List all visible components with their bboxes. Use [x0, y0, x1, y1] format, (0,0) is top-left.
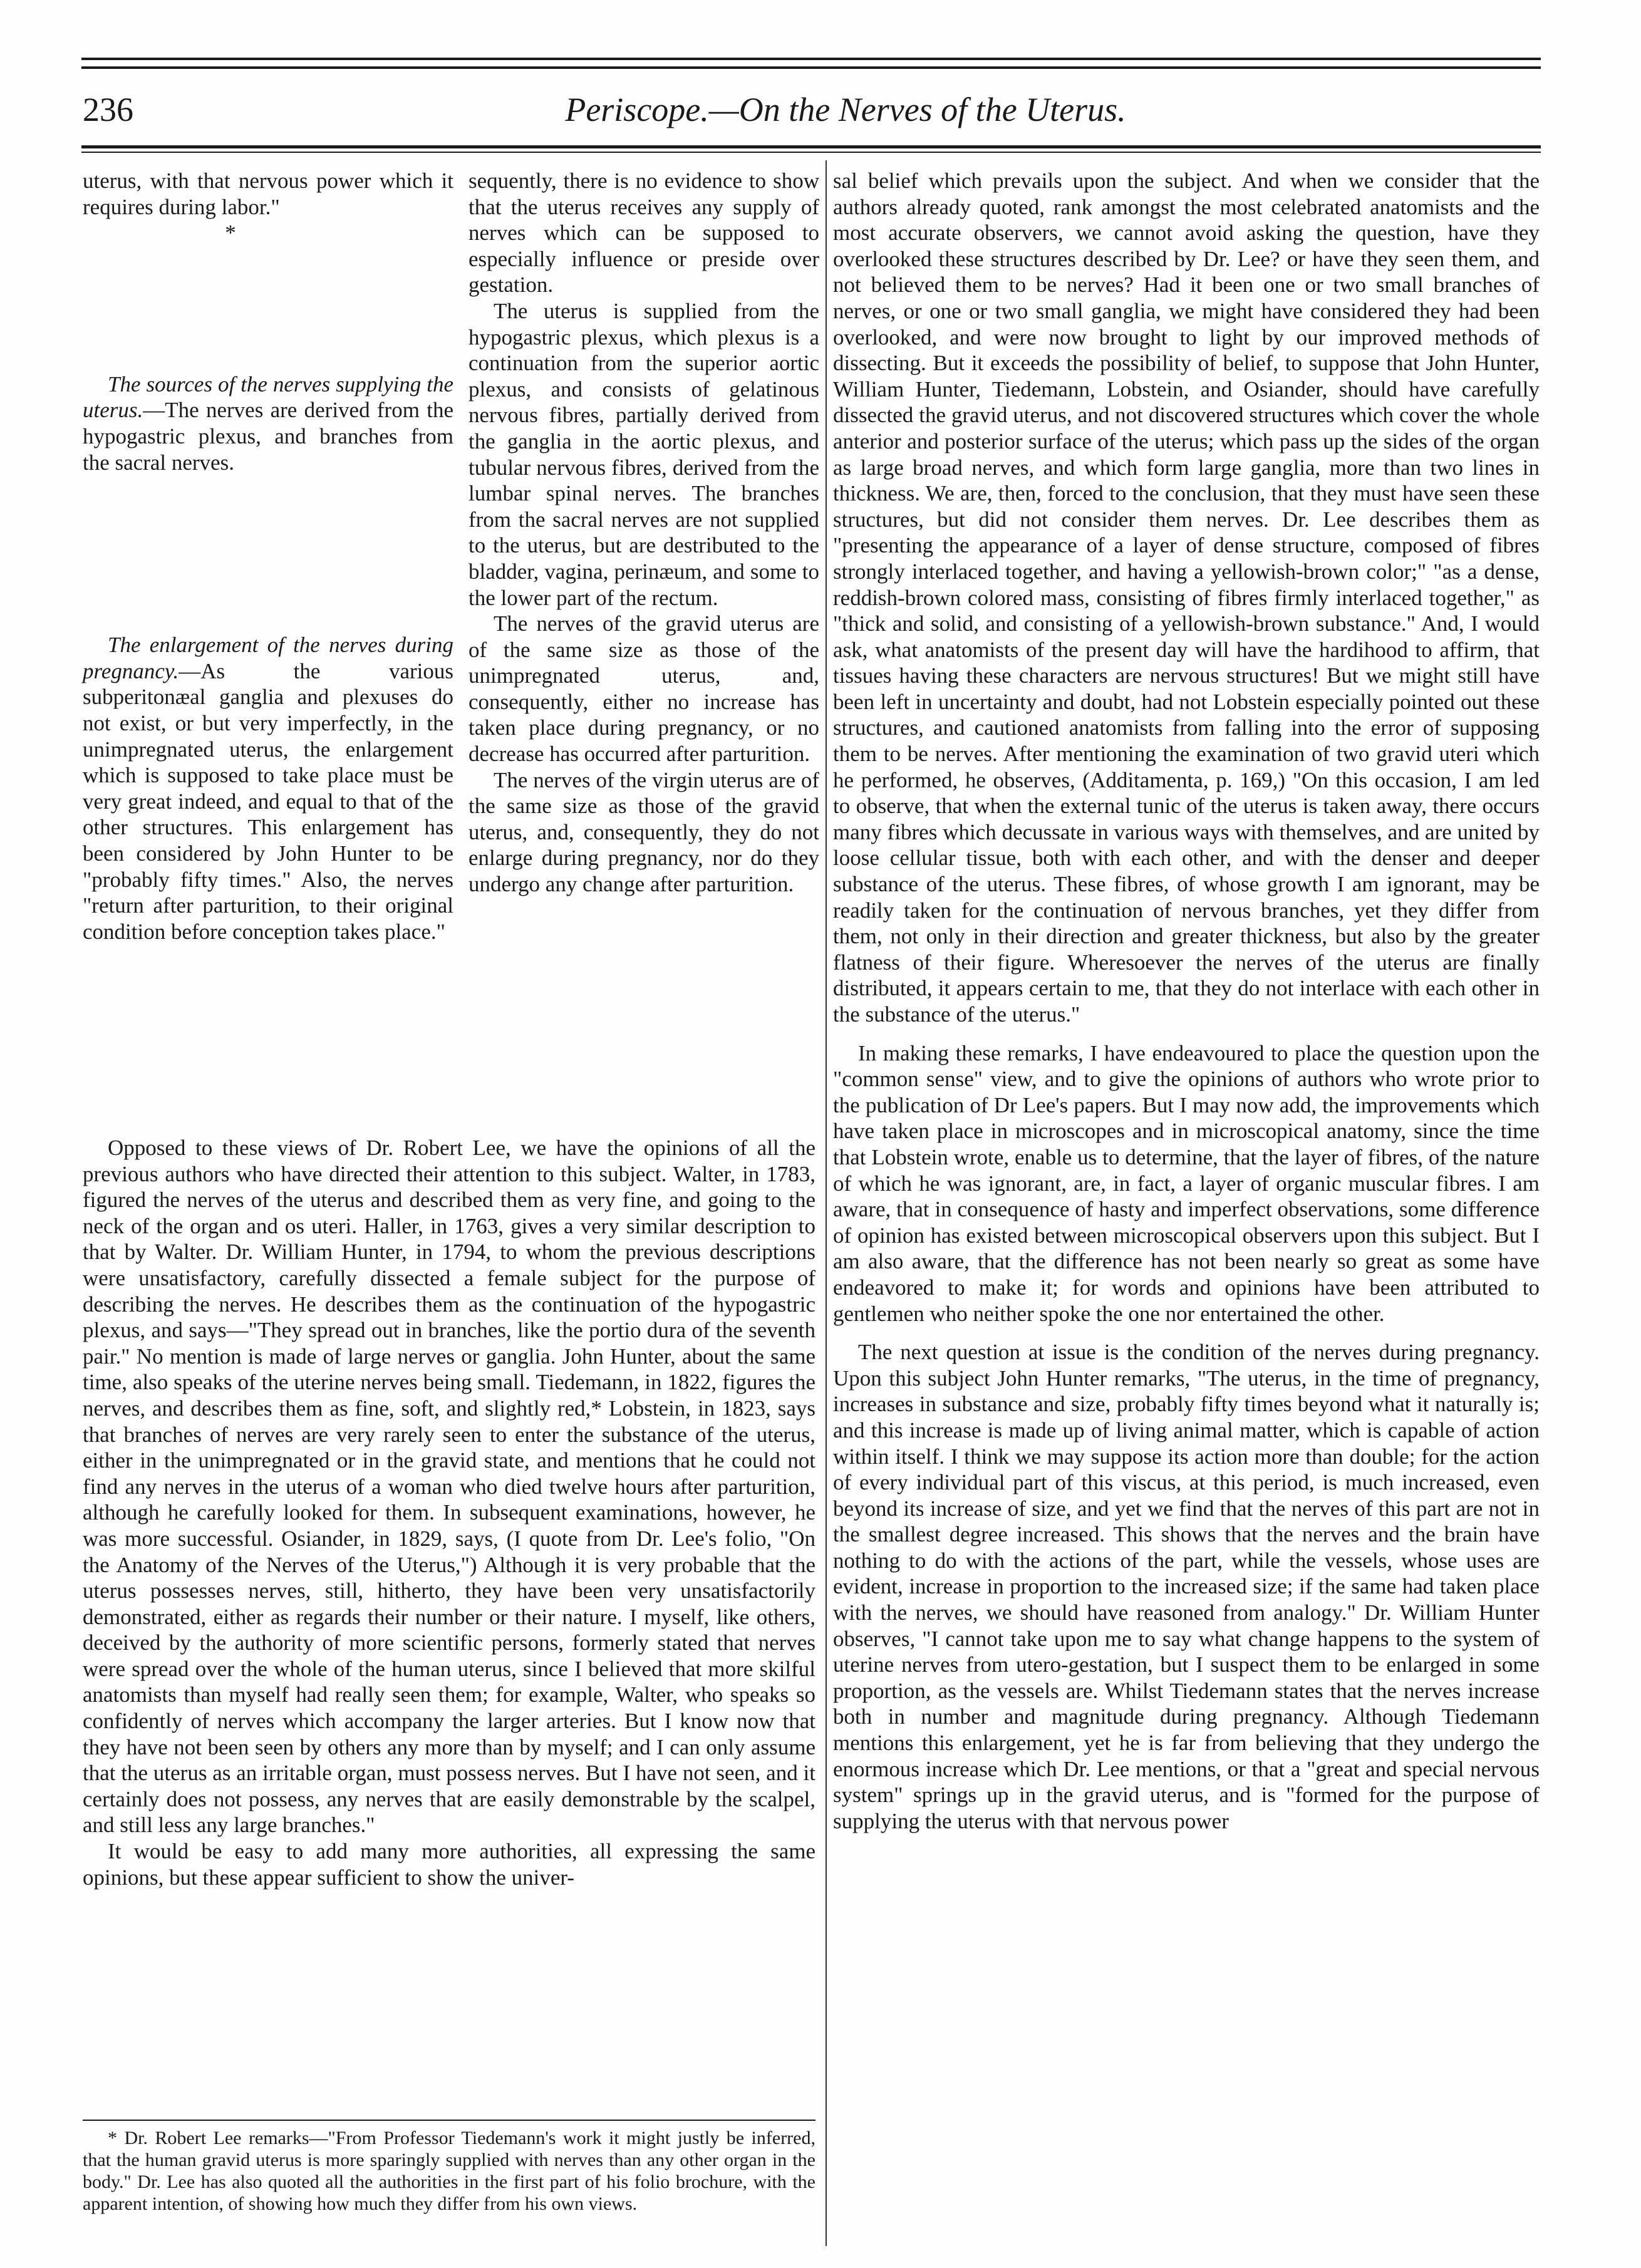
paragraph: In making these remarks, I have endeavoured to place the question upon the "common sense" view, and to give the opinions of authors who wrote prior to the publication of Dr Lee's papers. But I may now add, the improvements which have taken place in microscopes and in microscopical anatomy, since the time that Lobstein wrote, enable us to determine, that the layer of fibres, of the nature of which he was ignorant, are, in fact, a layer of organic muscular fibres. I am aware, that in consequence of hasty and imperfect observations, some difference of opinion has existed between microscopical observers upon this subject. But I am also aware, that the difference has not been nearly so great as some have endeavored to make it; for words and opinions have been attributed to gentlemen who neither spoke the one nor entertained the other.: [833, 1040, 1540, 1326]
column-right: [833, 168, 1540, 1834]
footnote-rule: [83, 2120, 815, 2121]
spacer: [83, 246, 453, 371]
sources-text: —The nerves are derived from the hypogastric plexus, and branches from the sacral nerves.: [83, 398, 453, 475]
paragraph: The nerves of the virgin uterus are of the same size as those of the gravid uterus, and, consequently, they do not enlarge during pregnancy, nor do they undergo any change after parturition.: [468, 767, 819, 897]
paragraph: sequently, there is no evidence to show that the uterus receives any supply of nerves which can be supposed to especially influence or preside over gestation.: [468, 168, 819, 298]
sources-heading: The sources of the nerves supplying the uterus.: [83, 371, 453, 423]
top-double-rule: [81, 58, 1541, 69]
asterisk-ornament: *: [225, 220, 236, 246]
column-left: [83, 168, 453, 945]
running-title: Periscope.—On the Nerves of the Uterus.: [565, 91, 1126, 128]
header-rule: [81, 145, 1541, 148]
paragraph-continuation: uterus, with that nervous power which it requires during labor.": [83, 168, 453, 219]
column-divider: [826, 160, 827, 2246]
paragraph: Opposed to these views of Dr. Robert Lee, we have the opinions of all the previous authors who have directed their attention to this subject. Walter, in 1783, figured the nerves of the uterus and described them as very fine, and going to the neck of the organ and os uteri. Haller, in 1763, gives a very similar description to that by Walter. Dr. William Hunter, in 1794, to whom the previous descriptions were unsatisfactory, carefully dissected a female subject for the purpose of describing the nerves. He describes them as the continuation of the hypogastric plexus, and says—"They spread out in branches, like the portio dura of the seventh pair." No mention is made of large nerves or ganglia. John Hunter, about the same time, also speaks of the uterine nerves being small. Tiedemann, in 1822, figures the nerves, and describes them as fine, soft, and slightly red,* Lobstein, in 1823, says that branches of nerves are very rarely seen to enter the substance of the uterus, either in the unimpregnated or in the gravid state, and mentions that he could not find any nerves in the uterus of a woman who died twelve hours after parturition, although he carefully looked for them. In subsequent examinations, however, he was more successful. Osiander, in 1829, says, (I quote from Dr. Lee's folio, "On the Anatomy of the Nerves of the Uterus,") Although it is very probable that the uterus possesses nerves, still, hitherto, they have been very unsatisfactorily demonstrated, either as regards their number or their nature. I myself, like others, deceived by the authority of more scientific persons, formerly stated that nerves were spread over the whole of the human uterus, since I believed that more skilful anatomists than myself had really seen them; for example, Walter, who speaks so confidently of nerves which accompany the larger arteries. But I know now that they have not been seen by others any more than by myself; and I can only assume that the uterus as an irritable organ, must possess nerves. But I have not seen, and it certainly does not possess, any nerves that are easily demonstrable by the scalpel, and still less any large branches.": [83, 1136, 815, 1838]
paragraph: sal belief which prevails upon the subject. And when we consider that the authors already quoted, rank amongst the most celebrated anatomists and the most accurate observers, we cannot avoid asking the question, have they overlooked these structures described by Dr. Lee? or have they seen them, and not believed them to be nerves? Had it been one or two small branches of nerves, or one or two small ganglia, we might have considered they had been overlooked, and were now brought to light by our improved methods of dissecting. But it exceeds the possibility of belief, to suppose that John Hunter, William Hunter, Tiedemann, Lobstein, and Osiander, should have carefully dissected the gravid uterus, and not discovered structures which cover the whole anterior and posterior surface of the uterus; which pass up the sides of the organ as large broad nerves, and which form large ganglia, more than two lines in thickness. We are, then, forced to the conclusion, that they must have seen these structures, but did not consider them nerves. Dr. Lee describes them as "presenting the appearance of a layer of dense structure, composed of fibres strongly interlaced together, and having a yellowish-brown color;" "as a dense, reddish-brown colored mass, consisting of fibres firmly interlaced together," as "thick and solid, and consisting of a yellowish-brown substance." And, I would ask, what anatomists of the present day will have the hardihood to affirm, that tissues having these characters are nervous structures! But we might still have been left in uncertainty and doubt, had not Lobstein especially pointed out these structures, and cautioned anatomists from falling into the error of supposing them to be nerves. After mentioning the examination of two gravid uteri which he performed, he observes, (Additamenta, p. 169,) "On this occasion, I am led to observe, that when the external tunic of the uterus is taken away, there occurs many fibres which decussate in various ways with themselves, and are united by loose cellular tissue, both with each other, and with the denser and deeper substance of the uterus. These fibres, of whose growth I am ignorant, may be readily taken for the continuation of nervous branches, yet they differ from them, not only in their direction and greater thickness, but also by the greater flatness of their figure. Wheresoever the nerves of the uterus are finally distributed, it appears certain to me, that they do not interlace with each other in the substance of the uterus.": [833, 168, 1540, 1027]
enlargement-paragraph: [83, 632, 453, 945]
lower-left-text: [83, 1135, 815, 1890]
paragraph: The next question at issue is the condition of the nerves during pregnancy. Upon this subject John Hunter remarks, "The uterus, in the time of pregnancy, increases in substance and size, probably fifty times beyond what it naturally is; and this increase is made up of living animal matter, which is capable of action within itself. I think we may suppose its action more than double; for the action of every individual part of this viscus, at this period, is much increased, even beyond its increase of size, and yet we find that the nerves of this part are not in the smallest degree increased. This shows that the nerves and the brain have nothing to do with the actions of the part, while the vessels, whose uses are evident, increase in proportion to the increased size; if the same had taken place with the nerves, we should have reasoned from analogy." Dr. William Hunter observes, "I cannot take upon me to say what change happens to the system of uterine nerves from utero-gestation, but I suspect them to be enlarged in some proportion, as the vessels are. Whilst Tiedemann states that the nerves increase both in number and magnitude during pregnancy. Although Tiedemann mentions this enlargement, yet he is far from believing that they undergo the enormous increase which Dr. Lee mentions, or that a "great and special nervous system" springs up in the gravid uterus, and is "formed for the purpose of supplying the uterus with that nervous power: [833, 1340, 1540, 1833]
enlargement-heading: The enlargement of the nerves during pregnancy.: [83, 633, 453, 683]
paragraph: It would be easy to add many more authorities, all expressing the same opinions, but these appear sufficient to show the univer-: [83, 1839, 815, 1890]
enlargement-text: —As the various subperitonæal ganglia and plexuses do not exist, or but very imperfectly, in the unimpregnated uterus, the enlargement which is supposed to take place must be very great indeed, and equal to that of the other structures. This enlargement has been considered by John Hunter to be "probably fifty times." Also, the nerves "return after parturition, to their original condition before conception takes place.": [83, 658, 453, 944]
footnote: [83, 2127, 815, 2215]
sources-paragraph: [83, 371, 453, 475]
header-rule-thin: [81, 152, 1541, 153]
paragraph: The nerves of the gravid uterus are of the same size as those of the unimpregnated uterus, and, consequently, either no increase has taken place during pregnancy, or no decrease has occurred after parturition.: [468, 611, 819, 767]
spacer: [83, 475, 453, 632]
paragraph: The uterus is supplied from the hypogastric plexus, which plexus is a continuation from the superior aortic plexus, and consists of gelatinous nervous fibres, partially derived from the ganglia in the aortic plexus, and tubular nervous fibres, derived from the lumbar spinal nerves. The branches from the sacral nerves are not supplied to the uterus, but are destributed to the bladder, vagina, perinæum, and some to the lower part of the rectum.: [468, 298, 819, 610]
page-number: 236: [83, 91, 133, 128]
column-middle: [468, 168, 819, 898]
footnote-text: * Dr. Robert Lee remarks—"From Professor Tiedemann's work it might justly be inferred, that the human gravid uterus is more sparingly supplied with nerves than any other organ in the body." Dr. Lee has also quoted all the authorities in the first part of his folio brochure, with the apparent intention, of showing how much they differ from his own views.: [83, 2128, 815, 2214]
